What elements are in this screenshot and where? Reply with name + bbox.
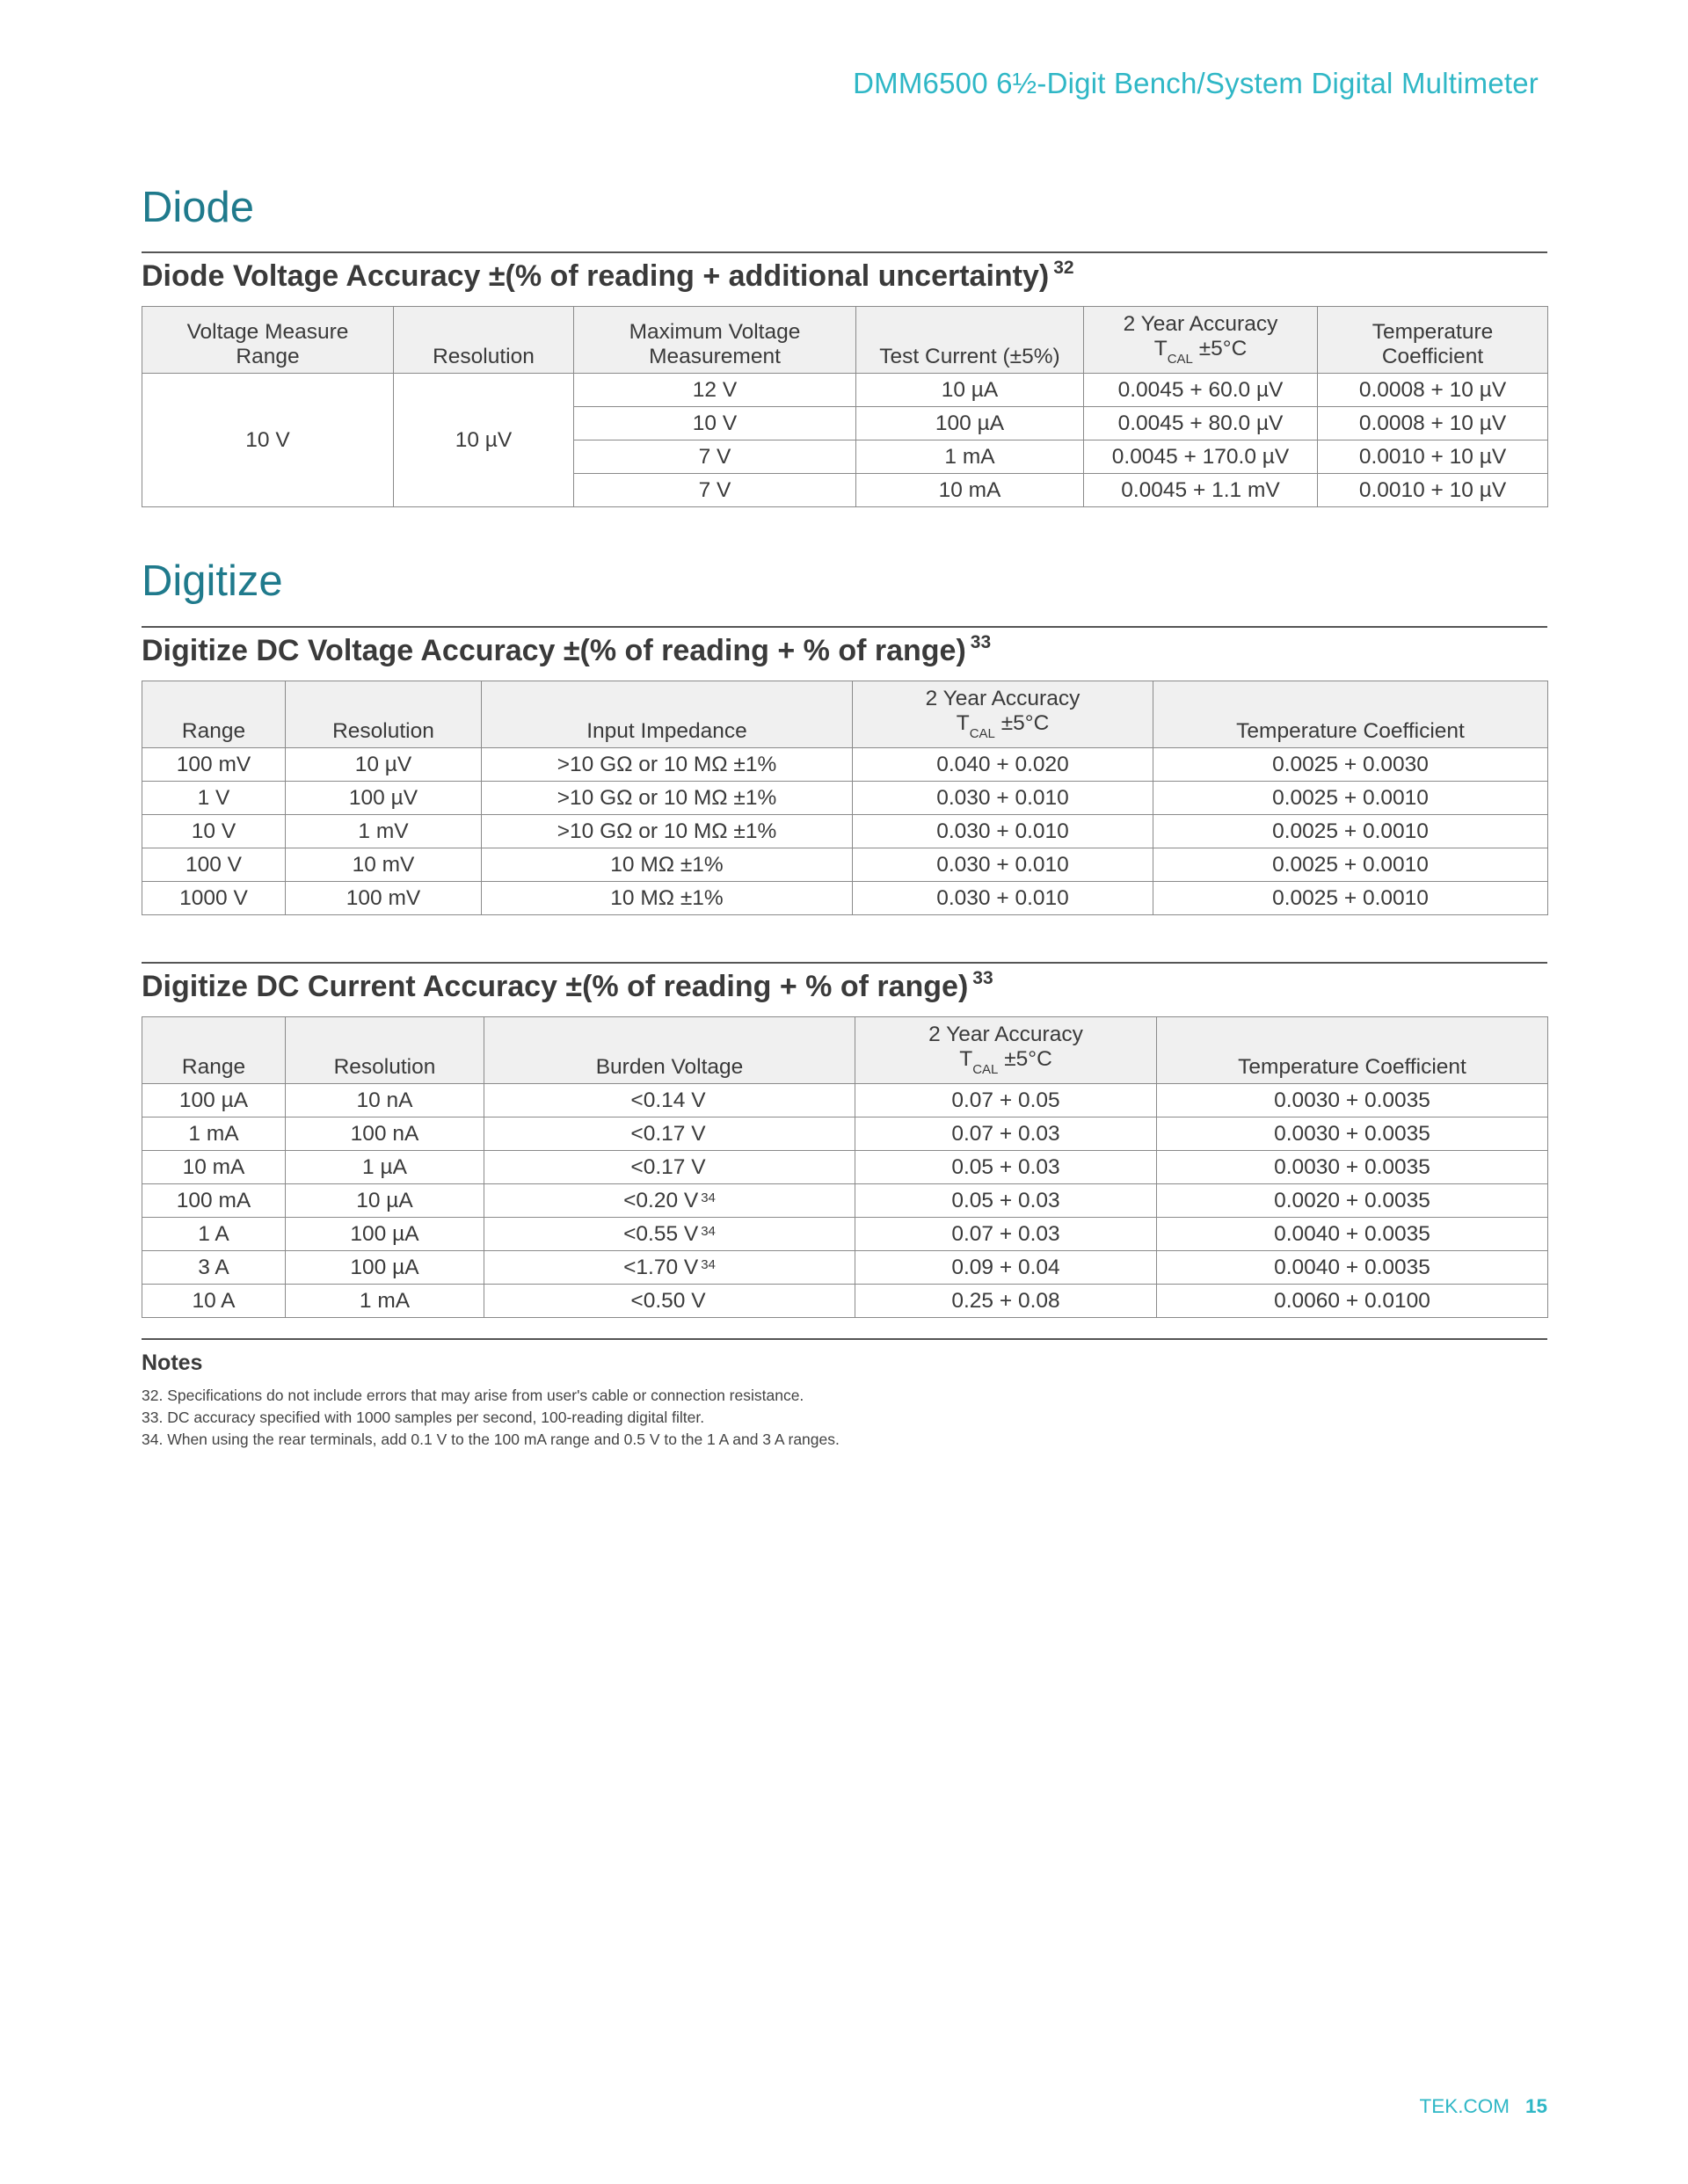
text: <0.14 V: [630, 1088, 706, 1112]
table-cell: 0.030 + 0.010: [853, 781, 1153, 814]
table-cell: 0.030 + 0.010: [853, 814, 1153, 848]
text: Range: [236, 344, 300, 368]
table-cell: 1 µA: [286, 1150, 484, 1183]
table-cell: 10 V: [574, 406, 856, 440]
table-cell: 0.0010 + 10 µV: [1318, 440, 1548, 473]
table-cell: 1 mA: [286, 1284, 484, 1317]
text: 2 Year Accuracy: [1123, 312, 1278, 336]
divider: [142, 626, 1547, 628]
page-number: 15: [1524, 2095, 1547, 2117]
table-row: [142, 1217, 1548, 1250]
text: T: [959, 1047, 973, 1071]
table-cell: 10 V: [142, 814, 286, 848]
text: ±5°C: [1192, 337, 1248, 360]
col-header-burden: Burden Voltage: [484, 1017, 855, 1084]
table-cell: 0.0045 + 1.1 mV: [1084, 473, 1318, 506]
text: CAL: [969, 725, 995, 741]
footnote-ref: 34: [701, 1256, 716, 1272]
col-header-range: Range: [142, 681, 286, 748]
table-cell: 100 nA: [286, 1117, 484, 1150]
page-footer: [1419, 2095, 1547, 2118]
resolution-cell: 10 µV: [394, 373, 574, 506]
table-cell: [484, 1284, 855, 1317]
table-cell: 0.0030 + 0.0035: [1157, 1150, 1548, 1183]
table-cell: [484, 1183, 855, 1217]
text: <0.17 V: [630, 1121, 706, 1146]
text: T: [1153, 337, 1168, 360]
footnote-ref: 34: [701, 1190, 716, 1205]
table-cell: 0.05 + 0.03: [855, 1150, 1157, 1183]
diode-accuracy-table: [142, 306, 1548, 507]
table-cell: 1 mV: [286, 814, 482, 848]
text: T: [956, 711, 970, 735]
table-cell: 100 µA: [286, 1217, 484, 1250]
col-header-resolution: Resolution: [286, 681, 482, 748]
table-cell: 100 µA: [286, 1250, 484, 1284]
table-cell: 0.0025 + 0.0030: [1153, 747, 1548, 781]
col-header-temp-coef: Temperature Coefficient: [1153, 681, 1548, 748]
text: Diode Voltage Accuracy ±(% of reading + additional uncertainty): [142, 259, 1050, 293]
footer-site-link[interactable]: TEK.COM: [1419, 2095, 1510, 2117]
table-cell: 100 mV: [142, 747, 286, 781]
text: <1.70 V: [623, 1255, 699, 1279]
table-cell: 0.0030 + 0.0035: [1157, 1083, 1548, 1117]
note-item: 34. When using the rear terminals, add 0.1 V to the 100 mA range and 0.5 V to the 1 A and 3 A ranges.: [142, 1431, 840, 1448]
digitize-voltage-table: [142, 681, 1548, 915]
header-row: [142, 681, 1548, 748]
table-cell: >10 GΩ or 10 MΩ ±1%: [482, 747, 853, 781]
table-row: [142, 848, 1548, 881]
table-row: [142, 781, 1548, 814]
text: Temperature: [1372, 319, 1494, 344]
text: Maximum Voltage: [629, 319, 801, 344]
table-cell: 0.0045 + 60.0 µV: [1084, 373, 1318, 406]
table-cell: 1 V: [142, 781, 286, 814]
table-cell: 0.0008 + 10 µV: [1318, 406, 1548, 440]
table-cell: 10 A: [142, 1284, 286, 1317]
col-header-impedance: Input Impedance: [482, 681, 853, 748]
text: <0.55 V: [623, 1221, 699, 1246]
text: ±5°C: [998, 1047, 1052, 1071]
col-header-temp-coef: Temperature Coefficient: [1157, 1017, 1548, 1084]
table-cell: 12 V: [574, 373, 856, 406]
section-title-digitize: Digitize: [142, 557, 283, 605]
header-row: [142, 307, 1548, 374]
text: <0.17 V: [630, 1154, 706, 1179]
table-cell: 0.0045 + 80.0 µV: [1084, 406, 1318, 440]
table-cell: 0.0020 + 0.0035: [1157, 1183, 1548, 1217]
table-cell: >10 GΩ or 10 MΩ ±1%: [482, 781, 853, 814]
table-cell: 0.07 + 0.05: [855, 1083, 1157, 1117]
table-cell: 1000 V: [142, 881, 286, 914]
table-cell: 0.0040 + 0.0035: [1157, 1217, 1548, 1250]
table-row: [142, 1250, 1548, 1284]
table-cell: 7 V: [574, 473, 856, 506]
table-cell: 0.09 + 0.04: [855, 1250, 1157, 1284]
text: CAL: [972, 1061, 999, 1077]
table-cell: [484, 1117, 855, 1150]
note-item: 32. Specifications do not include errors that may arise from user's cable or connection resistance.: [142, 1387, 804, 1404]
table-cell: 0.05 + 0.03: [855, 1183, 1157, 1217]
table-cell: 0.030 + 0.010: [853, 881, 1153, 914]
table-cell: >10 GΩ or 10 MΩ ±1%: [482, 814, 853, 848]
footnote-ref: 34: [701, 1223, 716, 1239]
table-row: [142, 1183, 1548, 1217]
table-cell: 3 A: [142, 1250, 286, 1284]
table-cell: [484, 1250, 855, 1284]
table-cell: 100 V: [142, 848, 286, 881]
table-row: [142, 373, 1548, 406]
divider: [142, 251, 1547, 253]
text: Digitize DC Voltage Accuracy ±(% of reading + % of range): [142, 634, 966, 667]
col-header-range: Range: [142, 1017, 286, 1084]
table-row: [142, 814, 1548, 848]
table-row: [142, 1150, 1548, 1183]
text: <0.20 V: [623, 1188, 699, 1212]
table-cell: [484, 1083, 855, 1117]
table-cell: 0.07 + 0.03: [855, 1217, 1157, 1250]
text: ±5°C: [994, 711, 1050, 735]
table-cell: 10 nA: [286, 1083, 484, 1117]
col-header-max-voltage: [574, 307, 856, 374]
table-cell: 1 A: [142, 1217, 286, 1250]
table-cell: 0.030 + 0.010: [853, 848, 1153, 881]
table-cell: 10 mA: [856, 473, 1084, 506]
divider: [142, 962, 1547, 964]
table-row: [142, 1083, 1548, 1117]
table-row: [142, 881, 1548, 914]
text: 2 Year Accuracy: [925, 687, 1080, 710]
table-cell: 0.0040 + 0.0035: [1157, 1250, 1548, 1284]
table-cell: 0.0008 + 10 µV: [1318, 373, 1548, 406]
col-header-range: [142, 307, 394, 374]
table-cell: 1 mA: [142, 1117, 286, 1150]
table-cell: 0.07 + 0.03: [855, 1117, 1157, 1150]
text: Coefficient: [1381, 344, 1484, 368]
header-row: [142, 1017, 1548, 1084]
col-header-resolution: Resolution: [394, 307, 574, 374]
notes-title: Notes: [142, 1350, 203, 1375]
table-cell: 10 µA: [286, 1183, 484, 1217]
table-cell: [484, 1150, 855, 1183]
table-cell: 100 µA: [856, 406, 1084, 440]
table-cell: 100 µV: [286, 781, 482, 814]
table-cell: 10 mV: [286, 848, 482, 881]
divider: [142, 1338, 1547, 1340]
footnote-ref: 33: [970, 632, 992, 652]
table-cell: 7 V: [574, 440, 856, 473]
footnote-ref: 33: [972, 968, 993, 988]
col-header-test-current: Test Current (±5%): [856, 307, 1084, 374]
diode-table-title: [142, 259, 1074, 294]
table-cell: 0.0030 + 0.0035: [1157, 1117, 1548, 1150]
table-cell: 0.0025 + 0.0010: [1153, 814, 1548, 848]
table-cell: [484, 1217, 855, 1250]
table-cell: 10 MΩ ±1%: [482, 881, 853, 914]
table-cell: 10 µV: [286, 747, 482, 781]
text: Voltage Measure: [186, 319, 349, 344]
digitize-voltage-table-title: [142, 634, 991, 668]
table-cell: 10 µA: [856, 373, 1084, 406]
col-header-resolution: Resolution: [286, 1017, 484, 1084]
col-header-accuracy: [855, 1017, 1157, 1084]
table-cell: 100 mV: [286, 881, 482, 914]
table-cell: 0.0060 + 0.0100: [1157, 1284, 1548, 1317]
document-title: DMM6500 6½-Digit Bench/System Digital Multimeter: [853, 67, 1539, 99]
table-cell: 0.040 + 0.020: [853, 747, 1153, 781]
table-cell: 0.0025 + 0.0010: [1153, 781, 1548, 814]
table-cell: 1 mA: [856, 440, 1084, 473]
text: Measurement: [649, 344, 781, 368]
table-cell: 0.0010 + 10 µV: [1318, 473, 1548, 506]
text: 2 Year Accuracy: [928, 1023, 1083, 1046]
text: <0.50 V: [630, 1288, 706, 1313]
table-row: [142, 1284, 1548, 1317]
col-header-accuracy: [853, 681, 1153, 748]
table-row: [142, 1117, 1548, 1150]
table-cell: 0.0045 + 170.0 µV: [1084, 440, 1318, 473]
note-item: 33. DC accuracy specified with 1000 samples per second, 100-reading digital filter.: [142, 1409, 705, 1426]
table-row: [142, 747, 1548, 781]
footnote-ref: 32: [1053, 258, 1074, 278]
notes-list: [142, 1385, 840, 1451]
text: CAL: [1167, 351, 1193, 367]
table-cell: 100 µA: [142, 1083, 286, 1117]
digitize-current-table: [142, 1016, 1548, 1318]
table-cell: 10 mA: [142, 1150, 286, 1183]
table-cell: 0.0025 + 0.0010: [1153, 881, 1548, 914]
text: Digitize DC Current Accuracy ±(% of reading + % of range): [142, 970, 969, 1003]
col-header-accuracy: [1084, 307, 1318, 374]
table-cell: 100 mA: [142, 1183, 286, 1217]
table-cell: 0.0025 + 0.0010: [1153, 848, 1548, 881]
range-cell: 10 V: [142, 373, 394, 506]
section-title-diode: Diode: [142, 184, 255, 231]
col-header-temp-coef: [1318, 307, 1548, 374]
digitize-current-table-title: [142, 970, 993, 1004]
table-cell: 0.25 + 0.08: [855, 1284, 1157, 1317]
table-cell: 10 MΩ ±1%: [482, 848, 853, 881]
